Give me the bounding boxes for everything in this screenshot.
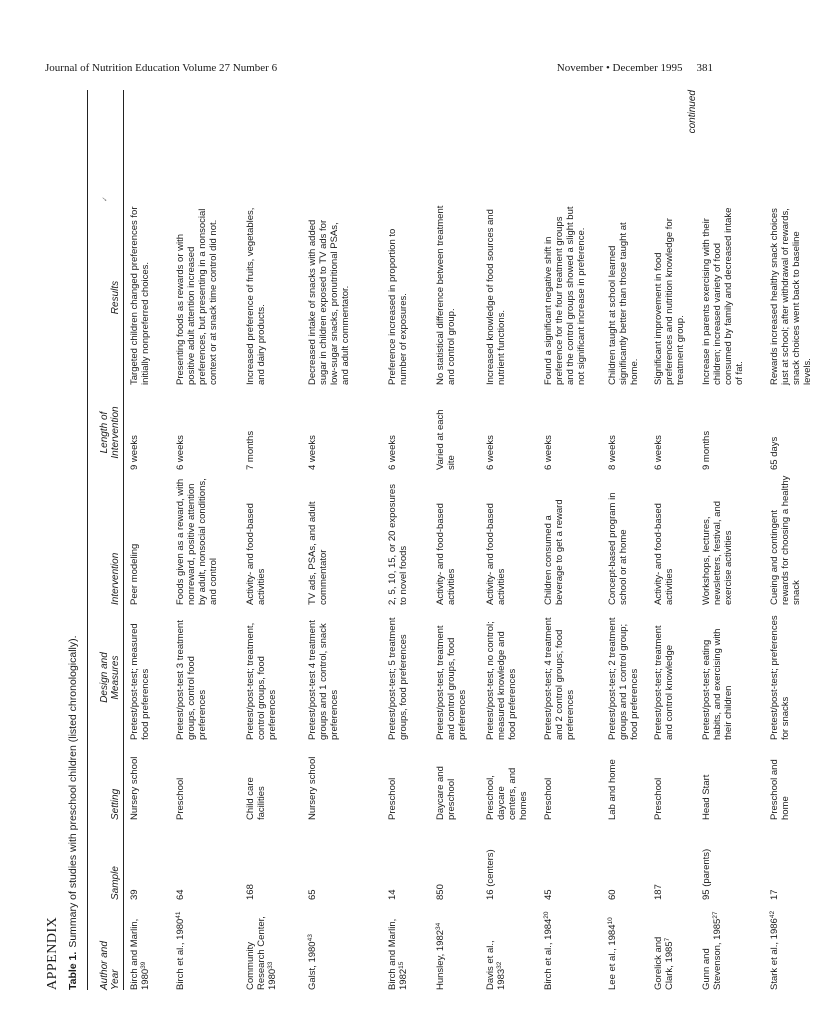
header-intervention: Intervention	[110, 552, 121, 605]
header-design: Design and	[99, 652, 110, 703]
reference-number: 41	[175, 911, 182, 919]
cell-results: Preference increased in proportion to number of exposures.	[387, 228, 409, 385]
issue-date-and-page	[557, 62, 713, 74]
cell-intervention: Activity- and food-based activities	[245, 503, 267, 605]
cell-intervention: Children consumed a beverage to get a reward	[543, 499, 565, 605]
header-measures: Measures	[110, 655, 121, 700]
reference-number: 27	[712, 911, 719, 919]
cell-intervention: Activity- and food-based activities	[485, 503, 507, 605]
cell-length: 9 weeks	[129, 435, 140, 470]
cell-sample: 39	[129, 889, 140, 900]
reference-number: 33	[267, 961, 274, 969]
cell-results: Rewards increased healthy snack choices just at school; after withdrawal of rewards, snack choices went back to baseline levels.	[769, 208, 813, 385]
cell-sample: 14	[387, 889, 398, 900]
cell-length: 9 months	[701, 430, 712, 470]
table-label: Table 1.	[67, 951, 79, 990]
reference-number: 15	[398, 961, 405, 969]
author-year: Birch and Marlin, 1980	[129, 918, 151, 990]
cell-author	[485, 910, 507, 990]
cell-design: Pretest/post-test 3 treatment groups, control food preferences	[175, 620, 208, 740]
cell-setting: Nursery school	[129, 756, 140, 820]
cell-length: 6 weeks	[543, 435, 554, 470]
cell-intervention: Activity- and food-based activities	[435, 503, 457, 605]
page-number: 381	[696, 62, 713, 74]
cell-design: Pretest/post-test 4 treatment groups and 1 control, snack preferences	[307, 620, 340, 740]
cell-author	[769, 910, 780, 990]
continued-note: continued	[687, 90, 698, 134]
cell-results: Targeted children changed preferences for initially nonpreferred choices.	[129, 206, 151, 385]
cell-design: Pretest/post-test, treatment and control groups, food preferences	[435, 625, 468, 740]
reference-number: 10	[607, 917, 614, 925]
reference-number: 43	[307, 934, 314, 942]
cell-setting: Preschool	[387, 777, 398, 820]
cell-sample: 16 (centers)	[485, 849, 496, 900]
cell-setting: Nursery school	[307, 756, 318, 820]
header-setting: Setting	[110, 788, 121, 820]
cell-design: Pretest/post-test; 5 treatment groups, food preferences	[387, 617, 409, 740]
cell-setting: Daycare and preschool	[435, 766, 457, 820]
cell-sample: 64	[175, 889, 186, 900]
cell-author	[175, 910, 186, 990]
cell-author	[607, 910, 618, 990]
cell-setting: Preschool	[543, 777, 554, 820]
header-sample: Sample	[110, 866, 121, 900]
cell-results: Children taught at school learned significantly better than those taught at home.	[607, 222, 640, 385]
cell-length: 7 months	[245, 430, 256, 470]
header-author-year	[91, 910, 121, 990]
header-bottom-rule	[123, 90, 124, 990]
cell-sample: 65	[307, 889, 318, 900]
reference-number: 7	[664, 937, 671, 942]
reference-number: 42	[769, 910, 776, 919]
author-year: Galst, 1980	[307, 941, 318, 990]
author-year: Lee et al., 1984	[607, 924, 618, 990]
cell-design: Pretest/post-test; preferences for snacks	[769, 615, 791, 740]
reference-number: 34	[435, 922, 442, 930]
cell-length: 65 days	[769, 436, 780, 470]
cell-intervention: Foods given as a reward, with nonreward, positive attention by adult, nonsocial conditions, and control	[175, 478, 219, 605]
cell-setting: Preschool	[175, 777, 186, 820]
cell-intervention: Workshops, lectures, newsletters, festival, and exercise activities	[701, 500, 734, 605]
table-top-rule	[87, 90, 88, 990]
cell-author	[129, 910, 151, 990]
cell-sample: 60	[607, 889, 618, 900]
cell-setting: Preschool and home	[769, 759, 791, 820]
running-head	[45, 62, 713, 78]
cell-author	[387, 910, 409, 990]
cell-author	[435, 910, 446, 990]
cell-intervention: Cueing and contingent rewards for choosing a healthy snack	[769, 475, 802, 605]
author-year: Birch et al., 1984	[543, 918, 554, 990]
cell-results: Presenting foods as rewards or with positive adult attention increased preferences, but presenting in a nonsocial context or at snack time control did not.	[175, 208, 219, 385]
reference-number: 20	[543, 911, 550, 919]
cell-results: Decreased intake of snacks with added sugar in children exposed to TV ads for low-sugar snacks, pronutritional PSAs, and adult commentator.	[307, 219, 351, 385]
cell-author	[245, 910, 278, 990]
journal-title: Journal of Nutrition Education Volume 27 Number 6	[45, 62, 278, 74]
cell-design: Pretest/post-test; eating habits, and exercising with their children	[701, 628, 734, 740]
cell-author	[653, 910, 675, 990]
author-year: Hunsley, 1982	[435, 929, 446, 990]
cell-design: Pretest/post-test; 2 treatment groups and 1 control group; food preferences	[607, 617, 640, 740]
cell-length: 6 weeks	[485, 435, 496, 470]
cell-intervention: 2, 5, 10, 15, or 20 exposures to novel foods	[387, 484, 409, 605]
cell-sample: 95 (parents)	[701, 848, 712, 900]
cell-results: Increased preference of fruits, vegetables, and dairy products.	[245, 207, 267, 385]
cell-length: 8 weeks	[607, 435, 618, 470]
cell-sample: 45	[543, 889, 554, 900]
table-caption-text: Summary of studies with preschool children (listed chronologically).	[67, 635, 79, 948]
author-year: Birch et al., 1980	[175, 918, 186, 990]
cell-design: Pretest/post-test; treatment, control groups, food preferences	[245, 622, 278, 740]
cell-author	[701, 910, 723, 990]
header-intervention-2: Intervention	[110, 406, 121, 459]
issue-date: November • December 1995	[556, 62, 683, 74]
author-year: Birch and Marlin, 1982	[387, 918, 409, 990]
cell-sample: 187	[653, 884, 664, 900]
cell-design: Pretest/post-test; measured food preferences	[129, 623, 151, 740]
header-results: Results	[110, 280, 121, 315]
cell-length: 6 weeks	[175, 435, 186, 470]
cell-sample: 850	[435, 884, 446, 900]
reference-number: 39	[140, 961, 147, 969]
cell-design: Pretest/post-test, no control; measured knowledge and food preferences	[485, 621, 518, 740]
author-year: Gunn and Stevenson, 1985	[701, 918, 723, 990]
cell-length: 6 weeks	[653, 435, 664, 470]
cell-setting: Lab and home	[607, 759, 618, 820]
cell-results: Found a significant negative shift in preference for the four treatment groups and the control groups showed a slight but not significant increase in preference.	[543, 206, 587, 385]
cell-results: Increase in parents exercising with their children; increased variety of food consumed by family and decreased intake of fat.	[701, 207, 745, 385]
author-year: Community Research Center, 1980	[245, 916, 278, 990]
cell-author	[307, 910, 318, 990]
appendix-title: APPENDIX	[45, 916, 60, 990]
table-caption	[67, 635, 79, 990]
cell-length: 6 weeks	[387, 435, 398, 470]
cell-setting: Preschool, daycare centers, and homes	[485, 767, 529, 820]
header-length: Length of	[99, 411, 110, 454]
header-year: Year	[110, 969, 121, 990]
cell-design: Pretest/post-test; treatment and control knowledge	[653, 625, 675, 740]
cell-sample: 17	[769, 889, 780, 900]
stray-mark: ✓	[102, 196, 109, 202]
author-year: Davis et al., 1983	[485, 940, 507, 990]
cell-intervention: Activity- and food-based activities	[653, 503, 675, 605]
cell-results: No statistical difference between treatment and control group.	[435, 205, 457, 385]
author-year: Stark et al., 1986	[769, 918, 780, 990]
cell-length: Varied at each site	[435, 409, 457, 470]
cell-setting: Preschool	[653, 777, 664, 820]
reference-number: 32	[496, 961, 503, 969]
cell-setting: Child care facilities	[245, 777, 267, 820]
rotated-table-page	[45, 90, 813, 990]
cell-intervention: Peer modeling	[129, 543, 140, 605]
cell-length: 4 weeks	[307, 435, 318, 470]
cell-setting: Head Start	[701, 774, 712, 820]
header-length-of-intervention	[91, 395, 121, 470]
header-author: Author and	[99, 941, 110, 990]
cell-results: Increased knowledge of food sources and nutrient functions.	[485, 209, 507, 385]
cell-design: Pretest/post-test; 4 treatment and 2 control groups; food preferences	[543, 617, 576, 740]
cell-intervention: Concept-based program in school or at home	[607, 492, 629, 605]
header-design-measures	[91, 615, 121, 740]
cell-author	[543, 910, 554, 990]
cell-results: Significant improvement in food preferences and nutrition knowledge for treatment group.	[653, 218, 686, 385]
cell-sample: 168	[245, 884, 256, 900]
author-year: Gorelick and Clark, 1985	[653, 936, 675, 990]
cell-intervention: TV ads, PSAs, and adult commentator	[307, 501, 329, 605]
